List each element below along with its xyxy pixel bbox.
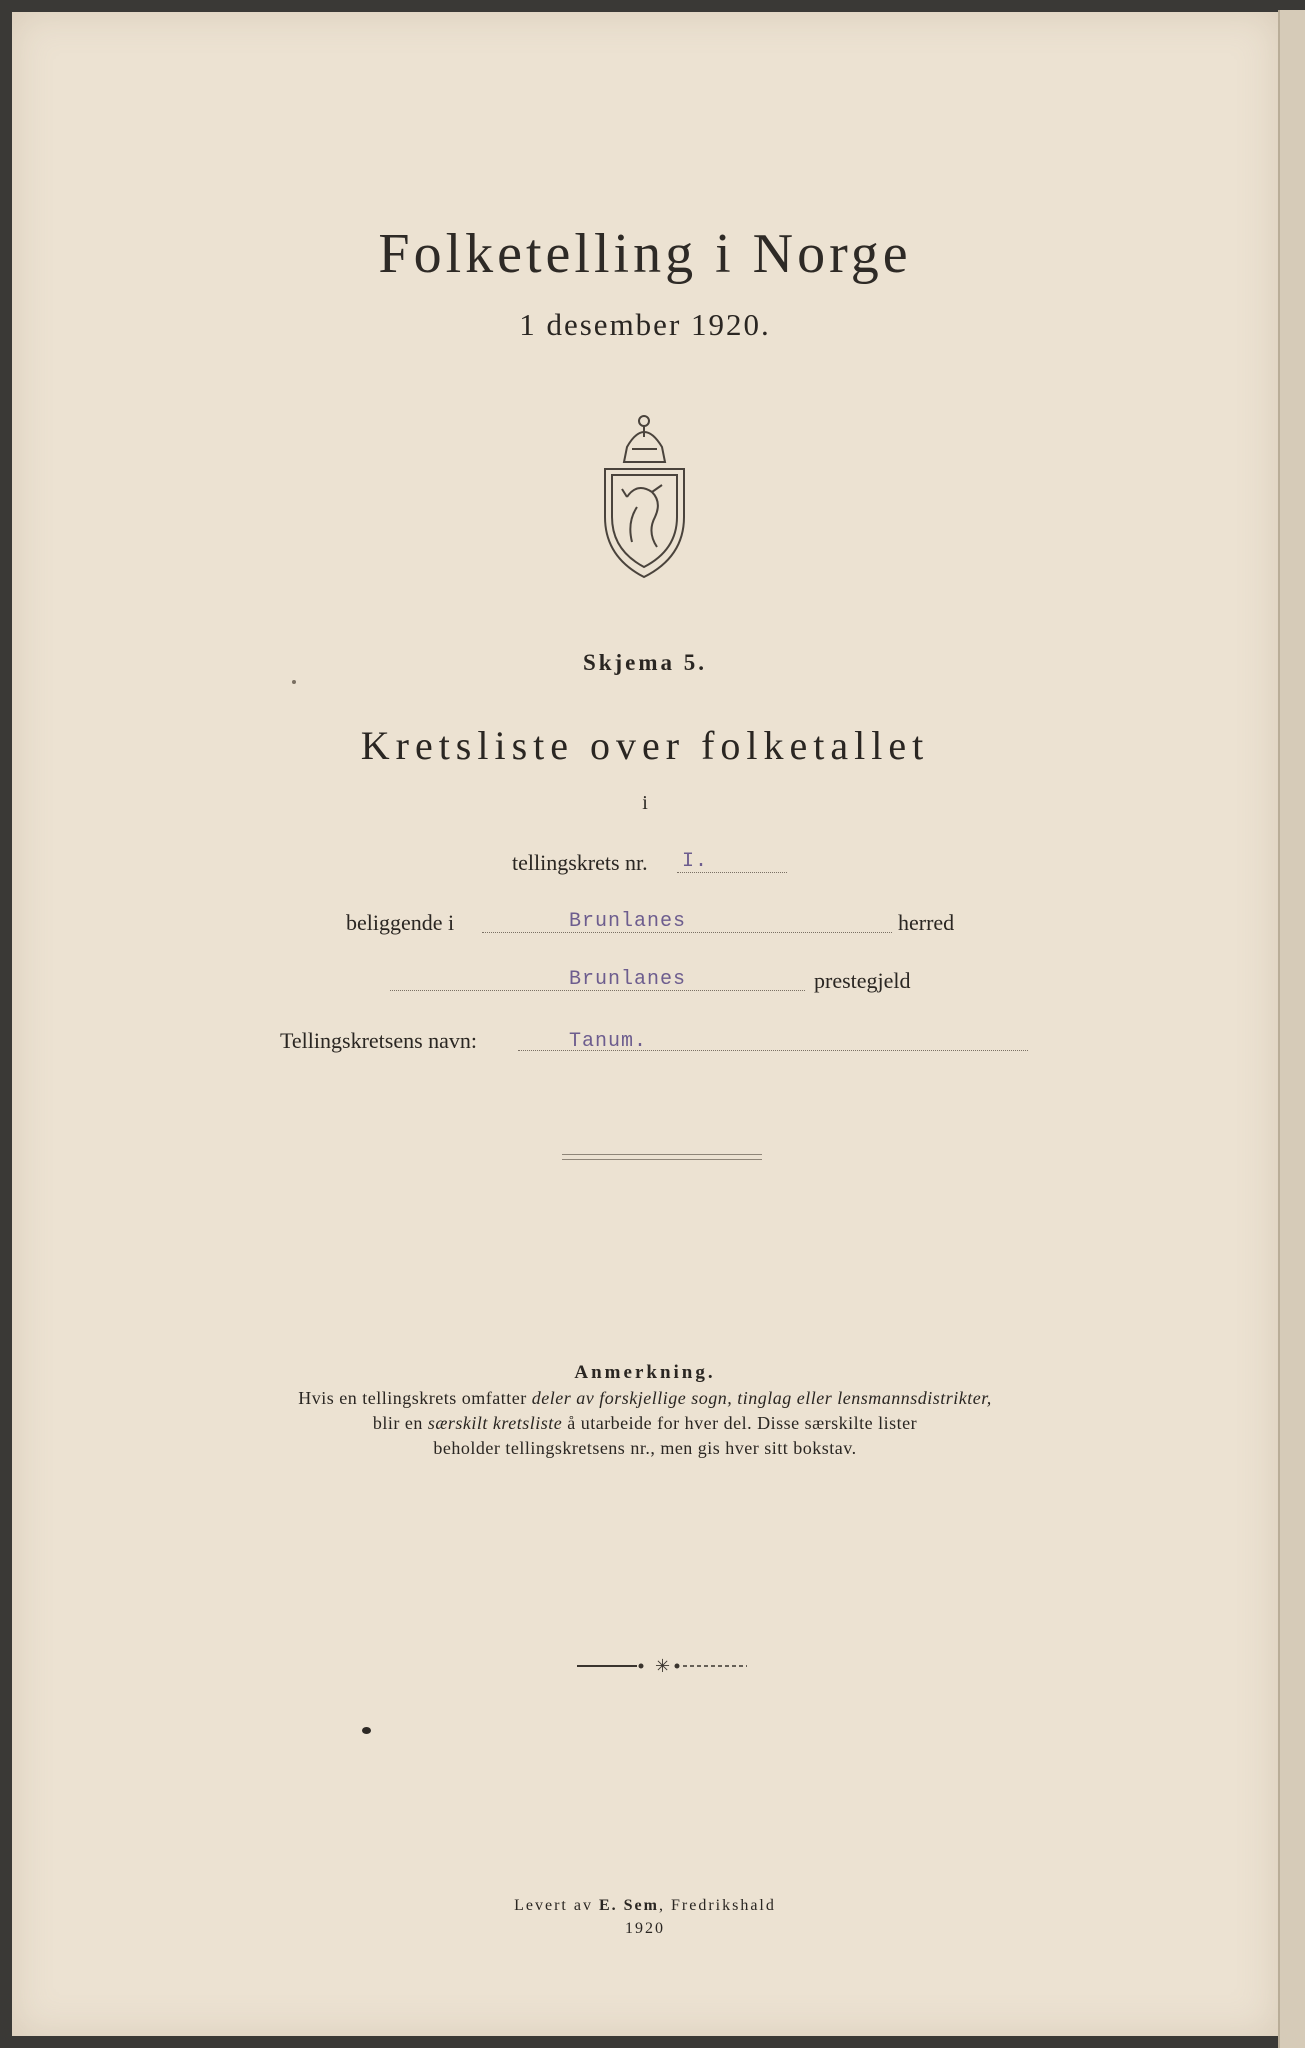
note-line-2-text-b: å utarbeide for hver del. Disse særskilte lister xyxy=(562,1413,918,1433)
prestegjeld-value: Brunlanes xyxy=(569,968,687,991)
ink-spot xyxy=(292,680,296,684)
note-line-1 xyxy=(12,1388,1278,1409)
printer-name: E. Sem xyxy=(598,1897,659,1914)
note-line-3: beholder tellingskretsens nr., men gis hver sitt bokstav. xyxy=(433,1438,857,1458)
note-line-2-text-a: blir en xyxy=(372,1413,428,1433)
beliggende-label: beliggende i xyxy=(346,910,455,935)
note-line-2 xyxy=(12,1413,1278,1434)
printer-year: 1920 xyxy=(625,1920,665,1937)
page-edge xyxy=(1278,10,1305,2048)
ornament-divider-icon xyxy=(577,1656,747,1676)
schema-number: Skjema 5. xyxy=(582,650,708,675)
herred-value: Brunlanes xyxy=(569,910,687,933)
ink-spot xyxy=(362,1727,371,1734)
herred-label: herred xyxy=(898,910,955,935)
navn-value: Tanum. xyxy=(569,1030,648,1053)
note-line-1-italic: deler av forskjellige sogn, tinglag eller lensmannsdistrikter, xyxy=(531,1388,992,1408)
census-date: 1 desember 1920. xyxy=(519,307,771,342)
note-line-1-text: Hvis en tellingskrets omfatter xyxy=(298,1388,532,1408)
printer-prefix: Levert av xyxy=(514,1897,599,1914)
krets-dotted-line xyxy=(677,872,787,873)
divider-rule xyxy=(562,1154,762,1160)
krets-label: tellingskrets nr. xyxy=(512,850,648,875)
note-title: Anmerkning. xyxy=(574,1362,716,1383)
krets-value: I. xyxy=(682,850,709,873)
form-heading: Kretsliste over folketallet xyxy=(360,723,930,768)
connector-word: i xyxy=(642,792,648,814)
printer-suffix: , Fredrikshald xyxy=(658,1897,776,1914)
document-page xyxy=(12,12,1278,2036)
printer-line xyxy=(12,1897,1278,1915)
norwegian-coat-of-arms-icon xyxy=(597,407,692,582)
note-line-2-italic: særskilt kretsliste xyxy=(427,1413,563,1433)
document-title: Folketelling i Norge xyxy=(378,223,912,285)
svg-text:✳: ✳ xyxy=(655,1656,671,1676)
herred-dotted-line xyxy=(482,932,892,933)
prestegjeld-label: prestegjeld xyxy=(814,968,911,993)
navn-label: Tellingskretsens navn: xyxy=(280,1028,478,1053)
